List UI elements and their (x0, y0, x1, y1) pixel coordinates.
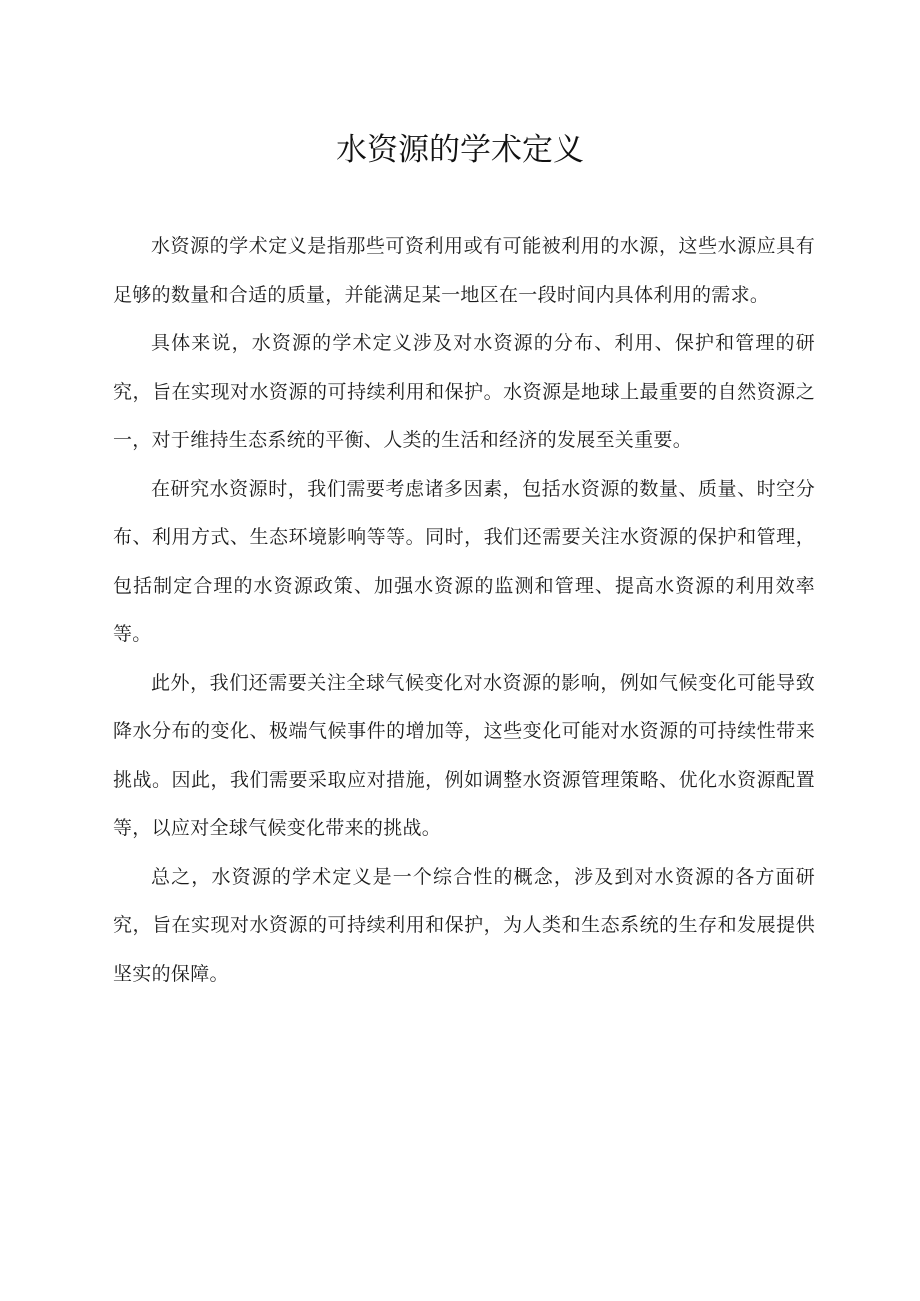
paragraph-climate-change: 此外，我们还需要关注全球气候变化对水资源的影响，例如气候变化可能导致降水分布的变化、极端气候事件的增加等，这些变化可能对水资源的可持续性带来挑战。因此，我们需要采取应对措施，例如调整水资源管理策略、优化水资源配置等，以应对全球气候变化带来的挑战。 (113, 671, 815, 839)
document-title: 水资源的学术定义 (336, 132, 584, 168)
paragraph-conclusion: 总之，水资源的学术定义是一个综合性的概念，涉及到对水资源的各方面研究，旨在实现对水资源的可持续利用和保护，为人类和生态系统的生存和发展提供坚实的保障。 (113, 865, 815, 985)
paragraph-research-factors: 在研究水资源时，我们需要考虑诸多因素，包括水资源的数量、质量、时空分布、利用方式、生态环境影响等等。同时，我们还需要关注水资源的保护和管理，包括制定合理的水资源政策、加强水资源的监测和管理、提高水资源的利用效率等。 (113, 477, 815, 645)
document-body (113, 222, 815, 998)
paragraph-definition: 水资源的学术定义是指那些可资利用或有可能被利用的水源，这些水源应具有足够的数量和合适的质量，并能满足某一地区在一段时间内具体利用的需求。 (113, 235, 815, 306)
paragraph-scope: 具体来说，水资源的学术定义涉及对水资源的分布、利用、保护和管理的研究，旨在实现对水资源的可持续利用和保护。水资源是地球上最重要的自然资源之一，对于维持生态系统的平衡、人类的生活和经济的发展至关重要。 (113, 332, 815, 451)
